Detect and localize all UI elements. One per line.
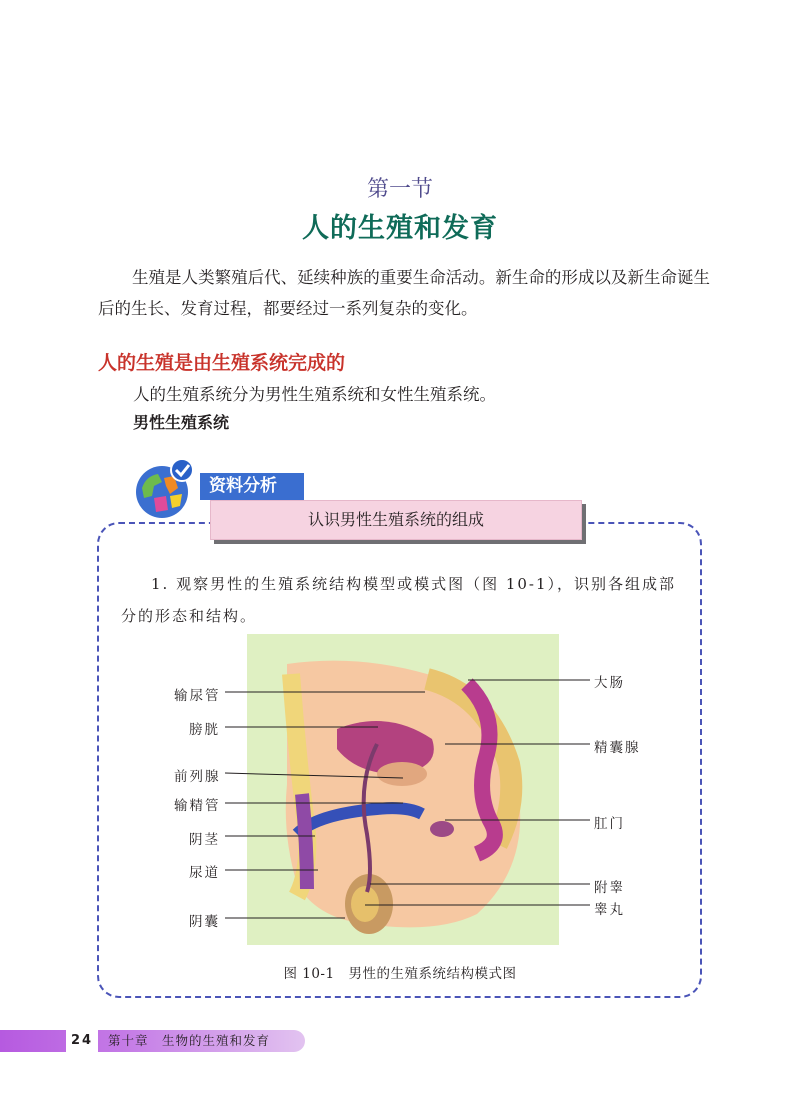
topic-heading: 人的生殖是由生殖系统完成的 (98, 352, 346, 374)
label-prostate: 前列腺 (174, 769, 221, 785)
figure-caption: 图 10-1 男性的生殖系统结构模式图 (283, 966, 517, 982)
anatomy-illustration (247, 634, 559, 945)
page-number: 24 (66, 1030, 98, 1052)
label-penis: 阴茎 (189, 832, 220, 848)
label-epididymis: 附睾 (594, 880, 625, 896)
label-ureter: 输尿管 (174, 688, 221, 704)
system-sentence: 人的生殖系统分为男性生殖系统和女性生殖系统。 (133, 385, 496, 404)
analysis-item-1-text: 1. 观察男性的生殖系统结构模型或模式图（图 10-1），识别各组成部分的形态和结构。 (121, 575, 677, 625)
analysis-label: 资料分析 (200, 473, 304, 500)
intro-text: 生殖是人类繁殖后代、延续种族的重要生命活动。新生命的形成以及新生命诞生后的生长、发育过程，都要经过一系列复杂的变化。 (98, 268, 710, 318)
chapter-title: 第十章 生物的生殖和发育 (108, 1033, 271, 1048)
subheading-male-system: 男性生殖系统 (133, 413, 230, 432)
section-number: 第一节 (366, 177, 433, 202)
analysis-item-1 (121, 568, 681, 632)
label-anus: 肛门 (594, 816, 625, 832)
label-urethra: 尿道 (189, 865, 220, 881)
label-large-intestine: 大肠 (594, 675, 625, 691)
intro-paragraph (98, 262, 710, 324)
analysis-banner: 认识男性生殖系统的组成 (210, 500, 582, 540)
label-testis: 睾丸 (594, 902, 625, 918)
section-title: 人的生殖和发育 (302, 213, 498, 244)
label-bladder: 膀胱 (189, 722, 220, 738)
globe-puzzle-icon (132, 458, 196, 520)
label-seminal-vesicle: 精囊腺 (594, 740, 641, 756)
label-scrotum: 阴囊 (189, 914, 220, 930)
label-vas-deferens: 输精管 (174, 798, 221, 814)
